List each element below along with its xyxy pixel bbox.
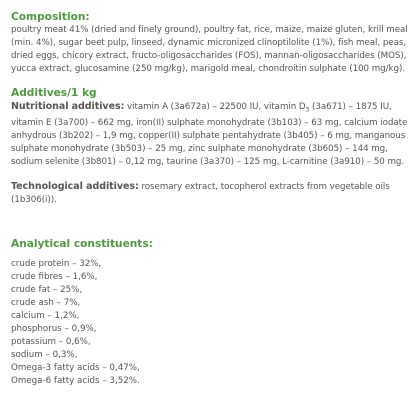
nutritional-additives-paragraph — [11, 100, 409, 169]
list-item: phosphorus – 0,9%, — [11, 323, 97, 334]
list-item: calcium – 1,2%, — [11, 310, 80, 321]
vitamin-d-subscript: 3 — [305, 106, 310, 114]
list-item: sodium – 0,3%, — [11, 349, 78, 360]
list-item: crude protein – 32%, — [11, 258, 102, 269]
product-info-panel — [11, 11, 409, 388]
list-item: crude fat – 25%, — [11, 284, 83, 295]
list-item: potassium – 0,6%, — [11, 336, 91, 347]
composition-heading: Composition: — [11, 11, 90, 23]
nutritional-additives-text-b: (3a671) – 1875 IU, vitamin E (3a700) – 662 mg, iron(II) sulphate monohydrate (3b103) – 63 mg, calcium iodate anhydrous (3b202) – 1,9 mg, copper(II) sulphate pentahydrate (3b405) – 6 mg, manganous sulphate monohydrate (3b503) – 25 mg, zinc sulphate monohydrate (3b605) – 144 mg, sodium selenite (3b801) – 0,12 mg, taurine (3a370) – 125 mg, L-carnitine (3a910) – 50 mg. — [11, 102, 408, 167]
composition-text: poultry meat 41% (dried and finely ground), poultry fat, rice, maize, maize gluten, krill meal (min. 4%), sugar beet pulp, linseed, dynamic micronized clinoptilolite (1%), fish meal, peas, dried eggs, chicory extract, fructo-oligosaccharides (FOS), mannan-oligosaccharides (MOS), yucca extract, glucosamine (250 mg/kg), marigold meal, chondroitin sulphate (100 mg/kg). — [11, 25, 408, 74]
nutritional-additives-text-a: vitamin A (3a672a) – 22500 IU, vitamin D — [124, 102, 306, 112]
technological-additives-label: Technological additives: — [11, 180, 139, 192]
technological-additives-text: rosemary extract, tocopherol extracts from vegetable oils (1b306(i)). — [11, 181, 390, 205]
list-item: Omega-3 fatty acids – 0,47%, — [11, 362, 140, 373]
additives-heading: Additives/1 kg — [11, 87, 97, 99]
technological-additives-paragraph — [11, 180, 409, 207]
nutritional-additives-label: Nutritional additives: — [11, 101, 125, 112]
list-item: crude fibres – 1,6%, — [11, 271, 98, 282]
list-item: Omega-6 fatty acids – 3,52%. — [11, 375, 140, 386]
list-item: crude ash – 7%, — [11, 297, 81, 308]
analytical-constituents-list — [11, 258, 409, 388]
analytical-constituents-heading: Analytical constituents: — [11, 237, 153, 250]
